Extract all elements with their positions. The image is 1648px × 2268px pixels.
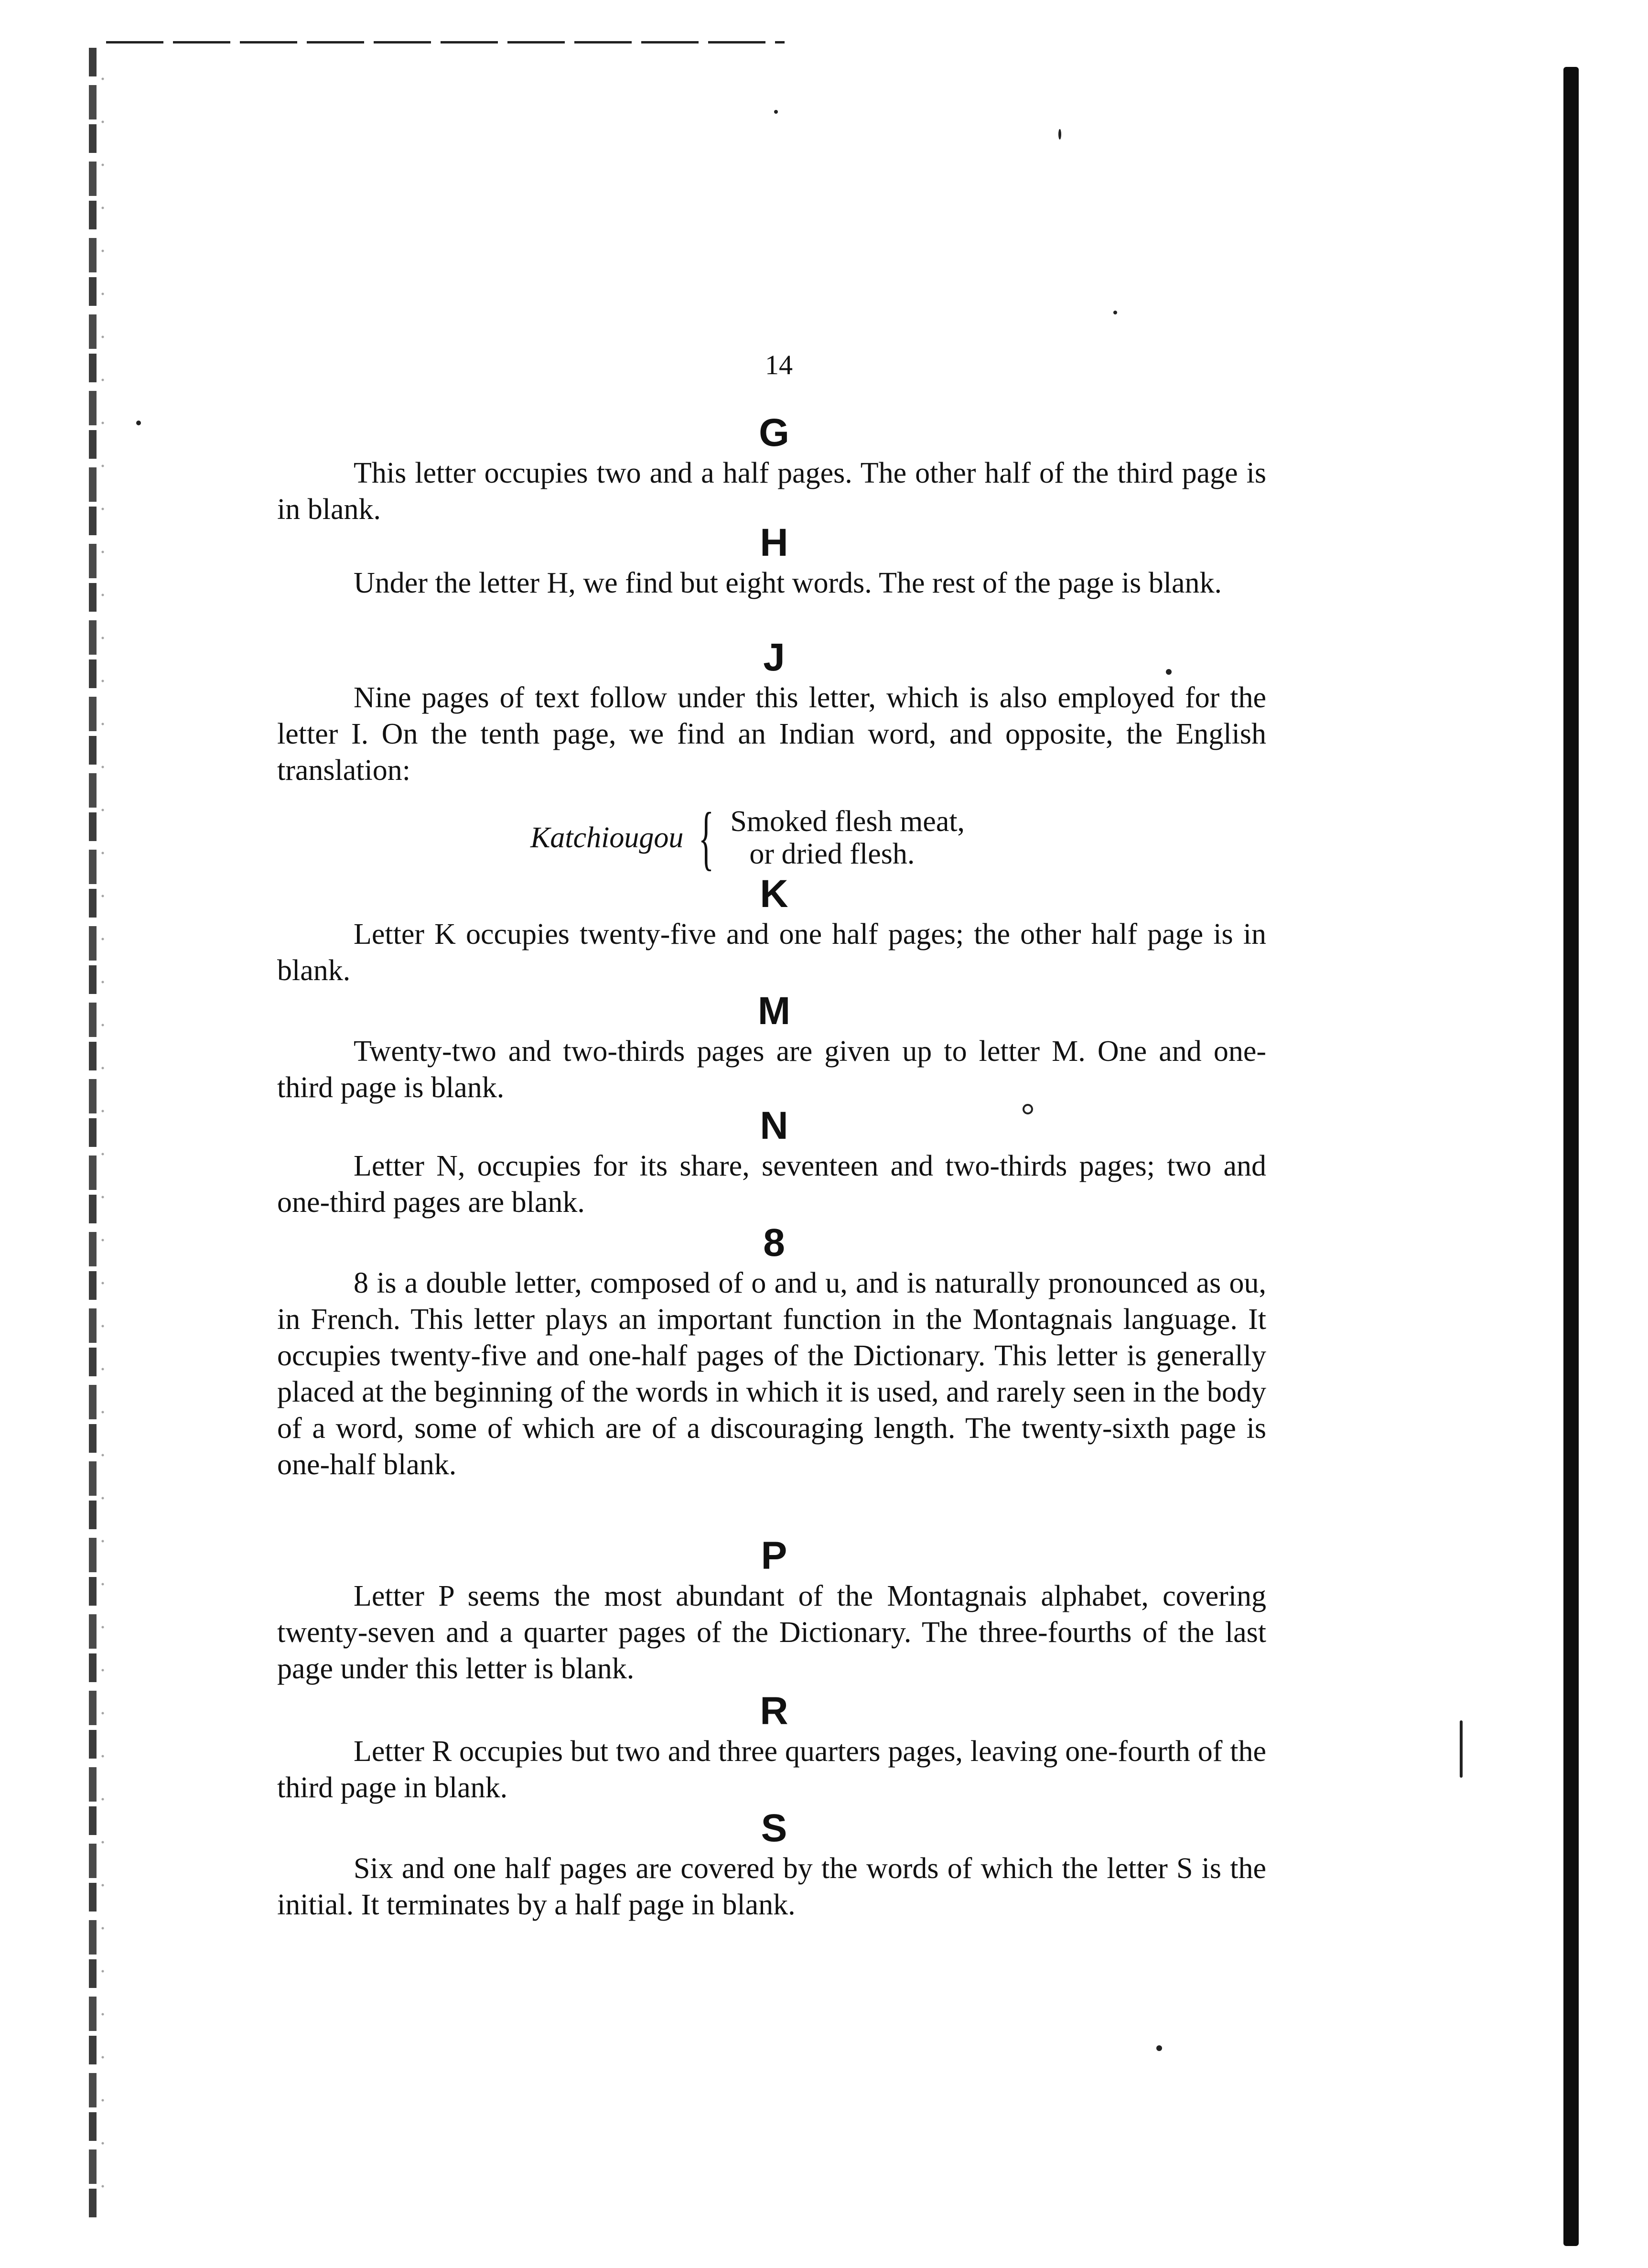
section-p (277, 1534, 1266, 1687)
section-s (277, 1806, 1266, 1923)
section-8 (277, 1221, 1266, 1483)
section-g (277, 411, 1266, 528)
section-text: Letter P seems the most abundant of the Montagnais alphabet, covering twenty-seven and a quarter pages of the Dictionary. The three-fourths of the last page under this letter is blank. (277, 1580, 1266, 1685)
translation-line: or dried flesh. (749, 838, 915, 870)
scan-edge-top (106, 41, 785, 43)
section-r (277, 1689, 1266, 1806)
section-m (277, 989, 1266, 1106)
scan-speck (774, 110, 778, 114)
section-letter: J (763, 636, 785, 679)
section-n (277, 1104, 1266, 1220)
section-letter: N (760, 1104, 788, 1147)
scan-noise-left (96, 57, 110, 2208)
section-text: Under the letter H, we find but eight words. The rest of the page is blank. (354, 567, 1222, 599)
section-letter: P (761, 1534, 787, 1577)
section-letter: G (759, 411, 789, 454)
dictionary-entry (530, 798, 965, 877)
section-text: This letter occupies two and a half pages. The other half of the third page is in blank. (277, 457, 1266, 526)
scan-speck (1113, 311, 1117, 314)
section-text: Twenty-two and two-thirds pages are given up to letter M. One and one-third page is blank. (277, 1035, 1266, 1104)
section-text: 8 is a double letter, composed of o and u, and is naturally pronounced as ou, in French. This letter plays an important function in the Montagnais language. It occupies twenty-five and one-half pages of the Dictionary. This letter is generally placed at the beginning of the words in which it is used, and rarely seen in the body of a word, some of which are of a discouraging length. The twenty-sixth page is one-half blank. (277, 1267, 1266, 1481)
section-text: Six and one half pages are covered by the words of which the letter S is the initial. It terminates by a half page in blank. (277, 1852, 1266, 1921)
section-letter: 8 (763, 1221, 785, 1264)
page-number: 14 (765, 349, 793, 380)
translation-line: Smoked flesh meat, (730, 805, 965, 838)
section-letter: S (761, 1806, 787, 1850)
section-letter: K (760, 872, 788, 916)
section-letter: M (757, 989, 791, 1033)
section-text: Letter R occupies but two and three quarters pages, leaving one-fourth of the third page in blank. (277, 1735, 1266, 1804)
indian-word: Katchiougou (530, 821, 684, 854)
section-text: Nine pages of text follow under this letter, which is also employed for the letter I. On the tenth page, we find an Indian word, and opposite, the English translation: (277, 681, 1266, 787)
section-text: Letter K occupies twenty-five and one half pages; the other half page is in blank. (277, 918, 1266, 987)
section-j (277, 636, 1266, 788)
section-letter: H (760, 521, 788, 564)
scan-speck (1460, 1720, 1463, 1778)
section-k (277, 872, 1266, 989)
section-letter: R (760, 1689, 788, 1733)
scan-speck (1058, 129, 1061, 140)
english-translation (730, 805, 965, 870)
scan-edge-right (1563, 67, 1579, 2246)
brace-glyph: { (699, 798, 714, 877)
section-h (277, 521, 1266, 601)
section-text: Letter N, occupies for its share, seventeen and two-thirds pages; two and one-third pages are blank. (277, 1150, 1266, 1219)
scan-speck (136, 421, 141, 425)
scan-speck (1156, 2045, 1162, 2051)
